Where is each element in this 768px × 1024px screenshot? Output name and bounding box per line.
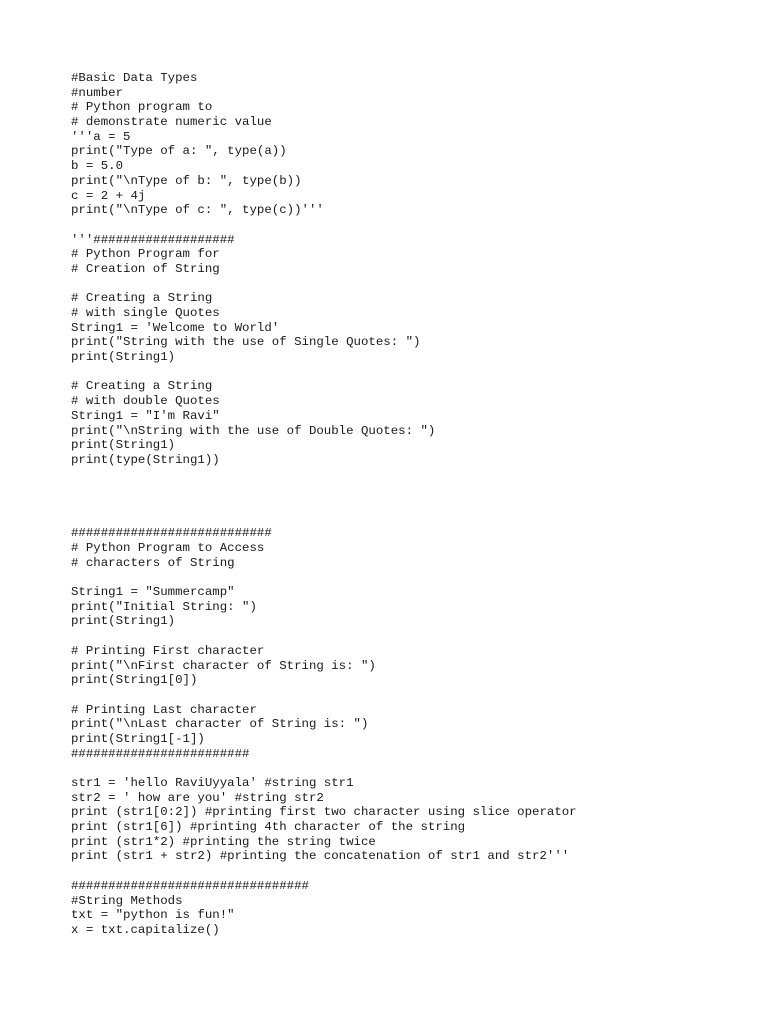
code-line — [71, 629, 577, 644]
code-line: print (str1 + str2) #printing the concatenation of str1 and str2''' — [71, 849, 570, 864]
code-line: print("\nLast character of String is: ") — [71, 717, 369, 732]
code-line: # with single Quotes — [71, 306, 220, 320]
code-line: print (str1*2) #printing the string twice — [71, 834, 376, 849]
code-line: c = 2 + 4j — [71, 188, 146, 203]
code-line: # with double Quotes — [71, 394, 220, 409]
code-line — [71, 761, 577, 776]
code-line: # Creation of String — [71, 261, 220, 276]
code-line: # characters of String — [71, 555, 235, 570]
code-line: # Python program to — [71, 100, 213, 115]
code-line: print(String1) — [71, 438, 176, 453]
code-line: print(String1) — [71, 614, 176, 629]
code-line — [71, 468, 577, 483]
code-line — [71, 864, 577, 879]
code-line — [71, 570, 577, 585]
code-line: print("String with the use of Single Quotes: ") — [71, 335, 421, 350]
code-line: b = 5.0 — [71, 159, 124, 174]
code-line: str2 = ' how are you' #string str2 — [71, 790, 324, 805]
code-line — [71, 497, 577, 512]
code-line: # Printing Last character — [71, 702, 257, 717]
code-line: ################################ — [71, 878, 309, 893]
code-line: # Python Program to Access — [71, 541, 265, 555]
code-line: print(type(String1)) — [71, 452, 220, 467]
code-line: print("\nType of c: ", type(c))''' — [71, 203, 324, 218]
code-line: # Creating a String — [71, 379, 213, 394]
code-line: print("\nFirst character of String is: ") — [71, 658, 376, 673]
code-line: String1 = "Summercamp" — [71, 585, 235, 600]
code-line — [71, 365, 577, 380]
code-line: '''a = 5 — [71, 129, 131, 144]
code-line — [71, 218, 577, 233]
code-line: String1 = 'Welcome to World' — [71, 320, 280, 335]
code-line: # Printing First character — [71, 643, 265, 658]
code-line: String1 = "I'm Ravi" — [71, 408, 220, 423]
code-line: print("Type of a: ", type(a)) — [71, 144, 287, 159]
code-line: print("Initial String: ") — [71, 599, 257, 614]
code-line: #Basic Data Types — [71, 71, 198, 85]
code-line: ########################### — [71, 526, 272, 541]
code-line: txt = "python is fun!" — [71, 908, 235, 923]
code-line: print(String1[-1]) — [71, 731, 205, 746]
code-line — [71, 512, 577, 527]
code-line: #String Methods — [71, 893, 183, 908]
code-line: print("\nType of b: ", type(b)) — [71, 173, 302, 188]
code-line — [71, 688, 577, 703]
code-line: print (str1[6]) #printing 4th character of the string — [71, 820, 466, 835]
code-line: # Creating a String — [71, 291, 213, 306]
code-line: print(String1[0]) — [71, 673, 198, 688]
code-line: # demonstrate numeric value — [71, 115, 272, 130]
code-line: print (str1[0:2]) #printing first two character using slice operator — [71, 805, 577, 820]
code-line: print(String1) — [71, 350, 176, 365]
code-line — [71, 482, 577, 497]
code-line: ######################## — [71, 746, 250, 761]
code-line — [71, 277, 577, 292]
code-line: '''################### — [71, 232, 235, 247]
code-line: print("\nString with the use of Double Quotes: ") — [71, 423, 436, 438]
code-line: # Python Program for — [71, 247, 220, 262]
code-line: x = txt.capitalize() — [71, 922, 220, 937]
code-block — [71, 71, 577, 938]
code-line: #number — [71, 85, 124, 100]
code-line: str1 = 'hello RaviUyyala' #string str1 — [71, 776, 354, 790]
